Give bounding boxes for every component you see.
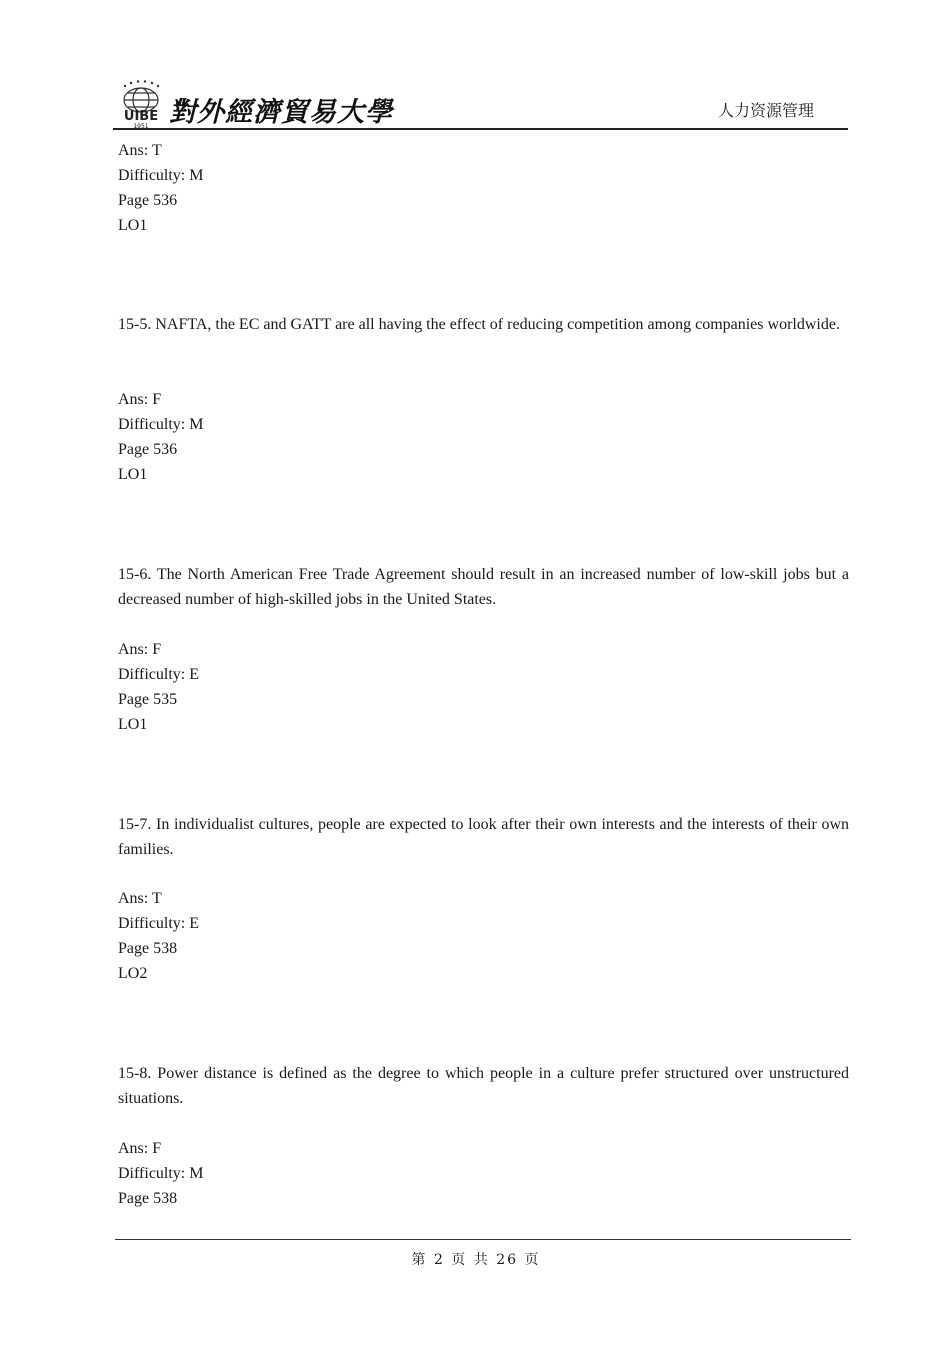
answer-line: Ans: F <box>118 391 162 408</box>
page-line: Page 538 <box>118 1190 178 1207</box>
page-number: 第 2 页 共 26 页 <box>411 1252 541 1268</box>
question-text: 15-7. In individualist cultures, people are expected to look after their own interests and the interests of their own families. <box>118 816 849 858</box>
page-line: Page 536 <box>118 192 178 209</box>
difficulty-line: Difficulty: M <box>118 1165 204 1182</box>
difficulty-line: Difficulty: M <box>118 167 204 184</box>
lo-line: LO1 <box>118 466 148 483</box>
answer-line: Ans: T <box>118 142 162 159</box>
difficulty-line: Difficulty: M <box>118 416 204 433</box>
logo-year: 1951 <box>133 123 149 130</box>
header-rule <box>113 128 848 130</box>
page-line: Page 538 <box>118 940 178 957</box>
page-line: Page 535 <box>118 691 178 708</box>
course-title: 人力资源管理 <box>717 101 814 120</box>
footer-rule <box>115 1239 851 1240</box>
page-header <box>113 78 848 130</box>
question-text: 15-8. Power distance is defined as the degree to which people in a culture prefer structured over unstructured situations. <box>118 1065 849 1107</box>
university-name: 對外經濟貿易大學 <box>169 97 393 128</box>
difficulty-line: Difficulty: E <box>118 666 200 683</box>
lo-line: LO1 <box>118 217 148 234</box>
page-line: Page 536 <box>118 441 178 458</box>
lo-line: LO1 <box>118 716 148 733</box>
answer-line: Ans: F <box>118 1140 162 1157</box>
university-logo <box>115 80 167 130</box>
question-text: 15-5. NAFTA, the EC and GATT are all having the effect of reducing competition among companies worldwide. <box>118 316 840 333</box>
question-text: 15-6. The North American Free Trade Agreement should result in an increased number of low-skill jobs but a decreased number of high-skilled jobs in the United States. <box>118 566 849 608</box>
difficulty-line: Difficulty: E <box>118 915 200 932</box>
lo-line: LO2 <box>118 965 148 982</box>
logo-text: UIBE <box>123 109 159 124</box>
answer-line: Ans: T <box>118 890 162 907</box>
answer-line: Ans: F <box>118 641 162 658</box>
